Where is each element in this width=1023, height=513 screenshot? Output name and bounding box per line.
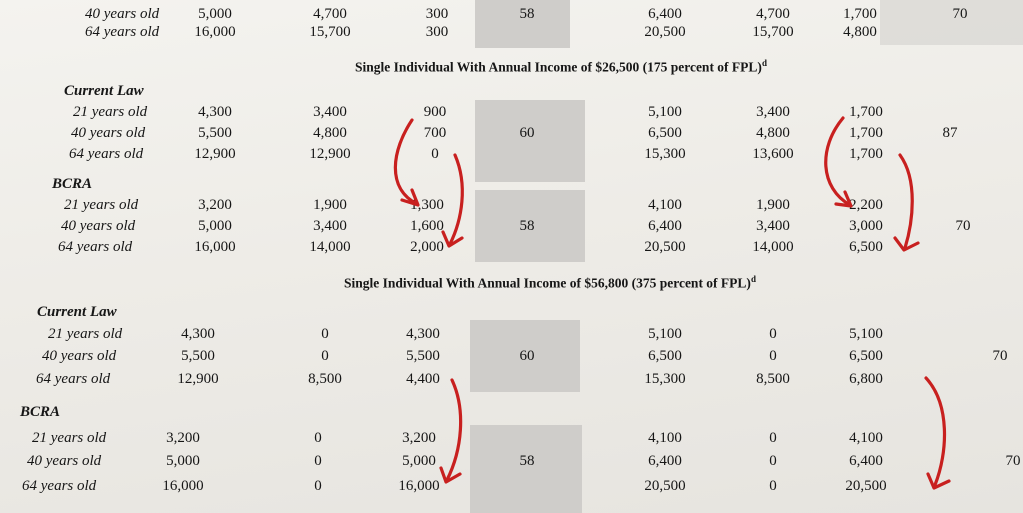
table-cell: 12,900 [177,371,219,387]
table-cell: 5,100 [648,104,682,120]
group-title: BCRA [52,176,93,192]
table-cell: 6,500 [849,239,883,255]
group-title: Current Law [64,83,144,99]
table-cell: 1,700 [843,6,877,22]
arrow-head [928,474,949,488]
table-cell: 1,700 [849,125,883,141]
shaded-block [880,0,1023,45]
table-cell: 0 [314,430,322,446]
arrow-head [895,238,918,250]
table-cell: 3,400 [313,218,347,234]
table-cell: 4,800 [756,125,790,141]
arrow-curve [826,118,850,205]
arrow-curve [450,155,462,244]
table-cell: 3,200 [198,197,232,213]
table-cell: 6,400 [849,453,883,469]
arrow-curve [395,120,417,204]
table-cell: 16,000 [194,239,236,255]
table-cell: 15,700 [752,24,794,40]
table-cell: 5,500 [198,125,232,141]
row-label: 40 years old [85,6,160,22]
table-cell: 0 [769,430,777,446]
table-cell: 58 [519,453,535,469]
table-cell: 6,500 [648,125,682,141]
table-cell: 15,700 [309,24,351,40]
table-cell: 70 [992,348,1008,364]
section-heading: Single Individual With Annual Income of $26,500 (175 percent of FPL)$^d$ [355,58,767,75]
table-cell: 4,700 [313,6,347,22]
row-label: 21 years old [48,326,123,342]
table-cell: 5,000 [198,218,232,234]
table-cell: 4,100 [648,197,682,213]
table-cell: 70 [955,218,971,234]
table-cell: 0 [769,326,777,342]
arrow-curve [926,378,945,485]
table-cell: 5,100 [849,326,883,342]
table-cell: 2,000 [410,239,444,255]
footnote-marker: d [761,58,767,68]
table-cell: 6,800 [849,371,883,387]
table-cell: 0 [321,348,329,364]
table-cell: 15,300 [644,371,686,387]
table-cell: 1,600 [410,218,444,234]
table-cell: 3,400 [756,218,790,234]
row-label: 40 years old [71,125,146,141]
table-cell: 14,000 [752,239,794,255]
table-cell: 20,500 [644,478,686,494]
table-cell: 4,300 [406,326,440,342]
table-cell: 3,400 [756,104,790,120]
table-cell: 5,100 [648,326,682,342]
table-cell: 20,500 [845,478,887,494]
row-label: 21 years old [32,430,107,446]
arrow-head [441,468,460,482]
table-cell: 3,200 [166,430,200,446]
table-cell: 6,500 [648,348,682,364]
table-cell: 87 [942,125,958,141]
row-label: 40 years old [42,348,117,364]
table-cell: 900 [423,104,447,120]
table-cell: 15,300 [644,146,686,162]
table-cell: 12,900 [309,146,351,162]
row-label: 64 years old [69,146,144,162]
row-label: 64 years old [58,239,133,255]
table-cell: 58 [519,218,535,234]
table-cell: 16,000 [398,478,440,494]
table-cell: 6,500 [849,348,883,364]
table-cell: 4,800 [313,125,347,141]
table-cell: 8,500 [308,371,342,387]
table-cell: 12,900 [194,146,236,162]
row-label: 64 years old [22,478,97,494]
row-label: 21 years old [73,104,148,120]
table-cell: 4,100 [849,430,883,446]
table-cell: 16,000 [194,24,236,40]
table-cell: 70 [952,6,968,22]
row-label: 21 years old [64,197,139,213]
table-cell: 13,600 [752,146,794,162]
table-cell: 0 [314,453,322,469]
table-cell: 4,400 [406,371,440,387]
table-cell: 0 [321,326,329,342]
table-cell: 1,300 [410,197,444,213]
footnote-marker: d [750,274,756,284]
table-cell: 5,000 [166,453,200,469]
table-cell: 60 [519,125,535,141]
table-cell: 6,400 [648,6,682,22]
table-cell: 5,000 [198,6,232,22]
table-cell: 0 [431,146,439,162]
table-cell: 20,500 [644,24,686,40]
group-title: Current Law [37,304,117,320]
table-cell: 4,100 [648,430,682,446]
table-cell: 300 [425,24,449,40]
arrow-head [443,232,462,246]
table-cell: 1,900 [313,197,347,213]
table-cell: 6,400 [648,453,682,469]
table-cell: 2,200 [849,197,883,213]
table-cell: 1,700 [849,146,883,162]
table-cell: 1,900 [756,197,790,213]
table-cell: 4,300 [198,104,232,120]
table-cell: 0 [769,348,777,364]
table-cell: 16,000 [162,478,204,494]
arrow-curve [447,380,461,480]
section-heading: Single Individual With Annual Income of $56,800 (375 percent of FPL)$^d$ [344,274,756,291]
table-cell: 8,500 [756,371,790,387]
group-title: BCRA [20,404,61,420]
table-cell: 300 [425,6,449,22]
table-cell: 0 [769,453,777,469]
table-cell: 700 [423,125,447,141]
table-cell: 70 [1005,453,1021,469]
table-cell: 3,200 [402,430,436,446]
table-cell: 60 [519,348,535,364]
table-cell: 5,000 [402,453,436,469]
table-cell: 14,000 [309,239,351,255]
table-cell: 6,400 [648,218,682,234]
table-cell: 4,300 [181,326,215,342]
table-cell: 0 [769,478,777,494]
row-label: 64 years old [36,371,111,387]
table-cell: 3,400 [313,104,347,120]
table-cell: 20,500 [644,239,686,255]
arrow-curve [900,155,912,248]
table-cell: 5,500 [181,348,215,364]
table-cell: 58 [519,6,535,22]
table-cell: 0 [314,478,322,494]
table-cell: 4,800 [843,24,877,40]
table-cell: 4,700 [756,6,790,22]
table-cell: 1,700 [849,104,883,120]
row-label: 64 years old [85,24,160,40]
row-label: 40 years old [27,453,102,469]
table-cell: 5,500 [406,348,440,364]
table-cell: 3,000 [849,218,883,234]
row-label: 40 years old [61,218,136,234]
